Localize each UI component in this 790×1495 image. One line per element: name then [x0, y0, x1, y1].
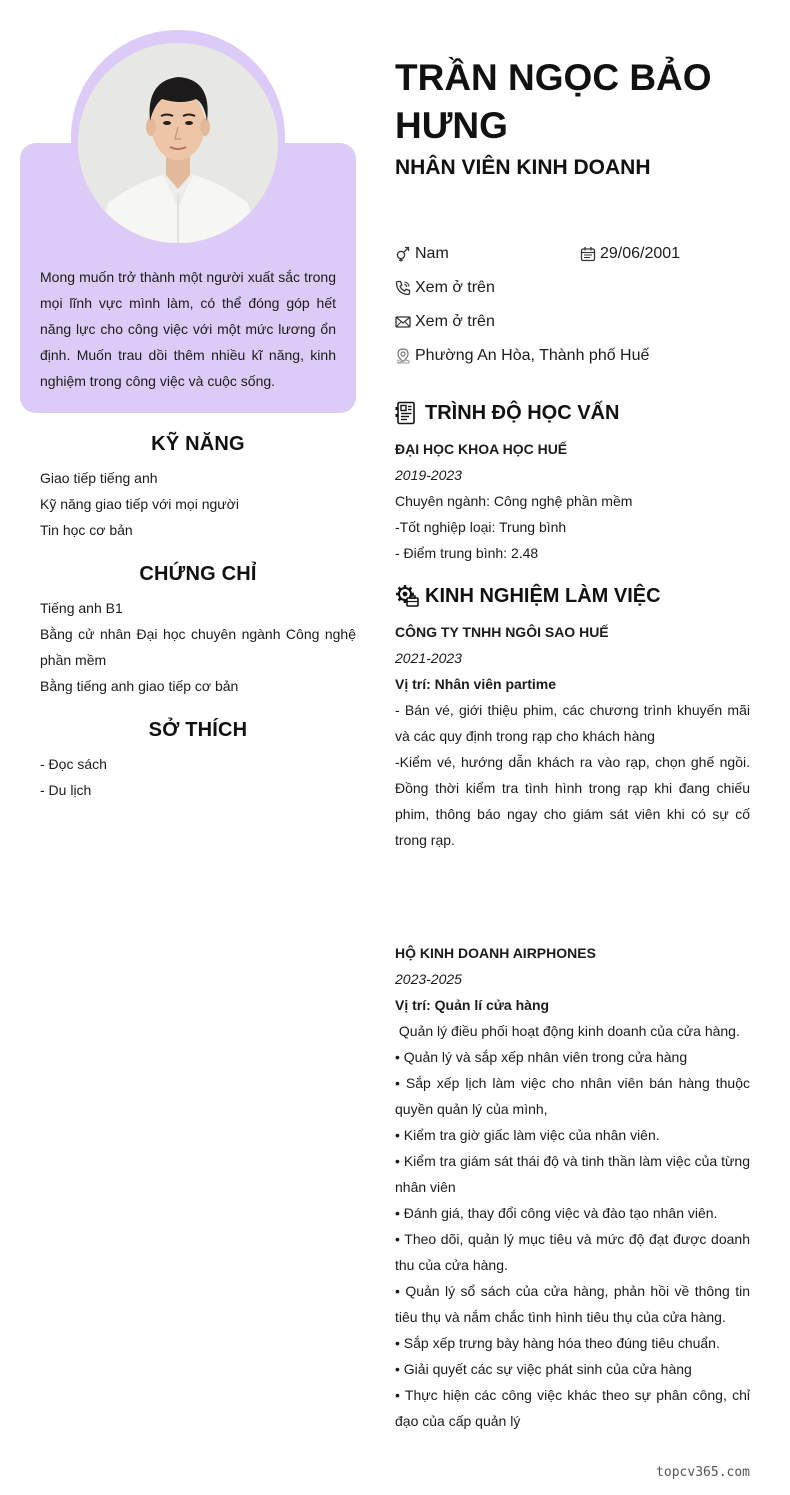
phone-row	[395, 279, 495, 297]
list-item: Kỹ năng giao tiếp với mọi người	[40, 496, 239, 512]
experience-title: KINH NGHIỆM LÀM VIỆC	[425, 584, 661, 607]
education-period: 2019-2023	[395, 467, 462, 483]
left-column	[0, 0, 375, 1495]
experience-heading	[395, 584, 661, 608]
job-duty: • Sắp xếp trưng bày hàng hóa theo đúng tiêu chuẩn.	[395, 1335, 720, 1351]
education-title: TRÌNH ĐỘ HỌC VẤN	[425, 401, 620, 424]
map-pin-icon	[395, 348, 411, 364]
email-row	[395, 313, 495, 331]
job-entry	[395, 940, 750, 1434]
company-name: HỘ KINH DOANH AIRPHONES	[395, 945, 596, 961]
hobbies-heading: SỞ THÍCH	[148, 719, 248, 741]
certificate-icon	[395, 401, 419, 425]
job-title: NHÂN VIÊN KINH DOANH	[395, 156, 651, 179]
school-name: ĐẠI HỌC KHOA HỌC HUẾ	[395, 441, 568, 457]
list-item: - Du lịch	[40, 782, 92, 798]
address-row	[395, 347, 649, 365]
education-block	[395, 436, 750, 566]
job-duty: • Sắp xếp lịch làm việc cho nhân viên bán hàng thuộc quyền quản lý của mình,	[395, 1075, 750, 1117]
gear-briefcase-icon	[395, 584, 419, 608]
skills-list	[40, 465, 356, 543]
career-objective: Mong muốn trở thành một người xuất sắc trong mọi lĩnh vực mình làm, có thể đóng góp hết năng lực cho công việc với một mức lương ổn định. Muốn trau dồi thêm nhiều kĩ năng, kinh nghiệm trong công việc và cuộc sống.	[40, 269, 336, 389]
job-duty: - Bán vé, giới thiệu phim, các chương trình khuyến mãi và các quy định trong rạp cho khách hàng	[395, 702, 750, 744]
gender-value: Nam	[415, 245, 449, 262]
list-item: Bằng cử nhân Đại học chuyên ngành Công nghệ phần mềm	[40, 626, 356, 668]
job-role: Vị trí: Nhân viên partime	[395, 676, 557, 692]
address-value: Phường An Hòa, Thành phố Huế	[415, 347, 650, 364]
company-name: CÔNG TY TNHH NGÔI SAO HUẾ	[395, 624, 609, 640]
mail-icon	[395, 314, 411, 330]
job-duty: • Quản lý sổ sách của cửa hàng, phản hồi về thông tin tiêu thụ và nắm chắc tình hình tiêu thụ của cửa hàng.	[395, 1283, 750, 1325]
job-role: Vị trí: Quản lí cửa hàng	[395, 997, 550, 1013]
birthday-value: 29/06/2001	[600, 245, 681, 262]
job-duty: • Kiểm tra giờ giấc làm việc của nhân viên.	[395, 1127, 660, 1143]
education-line: -Tốt nghiệp loại: Trung bình	[395, 519, 567, 535]
job-duty: • Giải quyết các sự việc phát sinh của cửa hàng	[395, 1361, 692, 1377]
list-item: Tiếng anh B1	[40, 600, 123, 616]
gender-row	[395, 245, 449, 263]
job-entry	[395, 619, 750, 853]
job-period: 2021-2023	[395, 650, 462, 666]
portrait-image	[78, 43, 278, 243]
watermark: topcv365.com	[656, 1465, 750, 1480]
phone-icon	[395, 280, 411, 296]
list-item: Bằng tiếng anh giao tiếp cơ bản	[40, 678, 239, 694]
certificates-list	[40, 595, 356, 699]
calendar-icon	[580, 246, 596, 262]
list-item: - Đọc sách	[40, 756, 107, 772]
job-duty: • Theo dõi, quản lý mục tiêu và mức độ đạt được doanh thu của cửa hàng.	[395, 1231, 750, 1273]
job-duty: • Kiểm tra giám sát thái độ và tinh thần làm việc của từng nhân viên	[395, 1153, 750, 1195]
hobbies-list	[40, 751, 356, 803]
job-duty: • Đánh giá, thay đổi công việc và đào tạo nhân viên.	[395, 1205, 718, 1221]
gender-icon	[395, 246, 411, 262]
job-duty: • Quản lý và sắp xếp nhân viên trong cửa hàng	[395, 1049, 688, 1065]
job-period: 2023-2025	[395, 971, 462, 987]
job-duty: -Kiểm vé, hướng dẫn khách ra vào rạp, chọn ghế ngồi. Đồng thời kiểm tra tình hình trong rạp khi đang chiếu phim, thông báo ngay cho giám sát viên khi có sự cố trong rạp.	[395, 754, 750, 848]
job-duty: Quản lý điều phối hoạt động kinh doanh của cửa hàng.	[395, 1023, 740, 1039]
job-duty: • Thực hiện các công việc khác theo sự phân công, chỉ đạo của cấp quản lý	[395, 1387, 750, 1429]
skills-heading: KỸ NĂNG	[151, 433, 245, 455]
candidate-name: TRẦN NGỌC BẢO HƯNG	[395, 57, 712, 146]
education-line: Chuyên ngành: Công nghệ phần mềm	[395, 493, 633, 509]
list-item: Tin học cơ bản	[40, 522, 133, 538]
profile-photo	[78, 43, 278, 243]
certificates-heading: CHỨNG CHỈ	[139, 563, 257, 585]
education-line: - Điểm trung bình: 2.48	[395, 545, 539, 561]
list-item: Giao tiếp tiếng anh	[40, 470, 158, 486]
phone-value: Xem ở trên	[415, 279, 495, 296]
email-value: Xem ở trên	[415, 313, 495, 330]
education-heading	[395, 401, 619, 425]
birthday-row	[580, 245, 680, 263]
